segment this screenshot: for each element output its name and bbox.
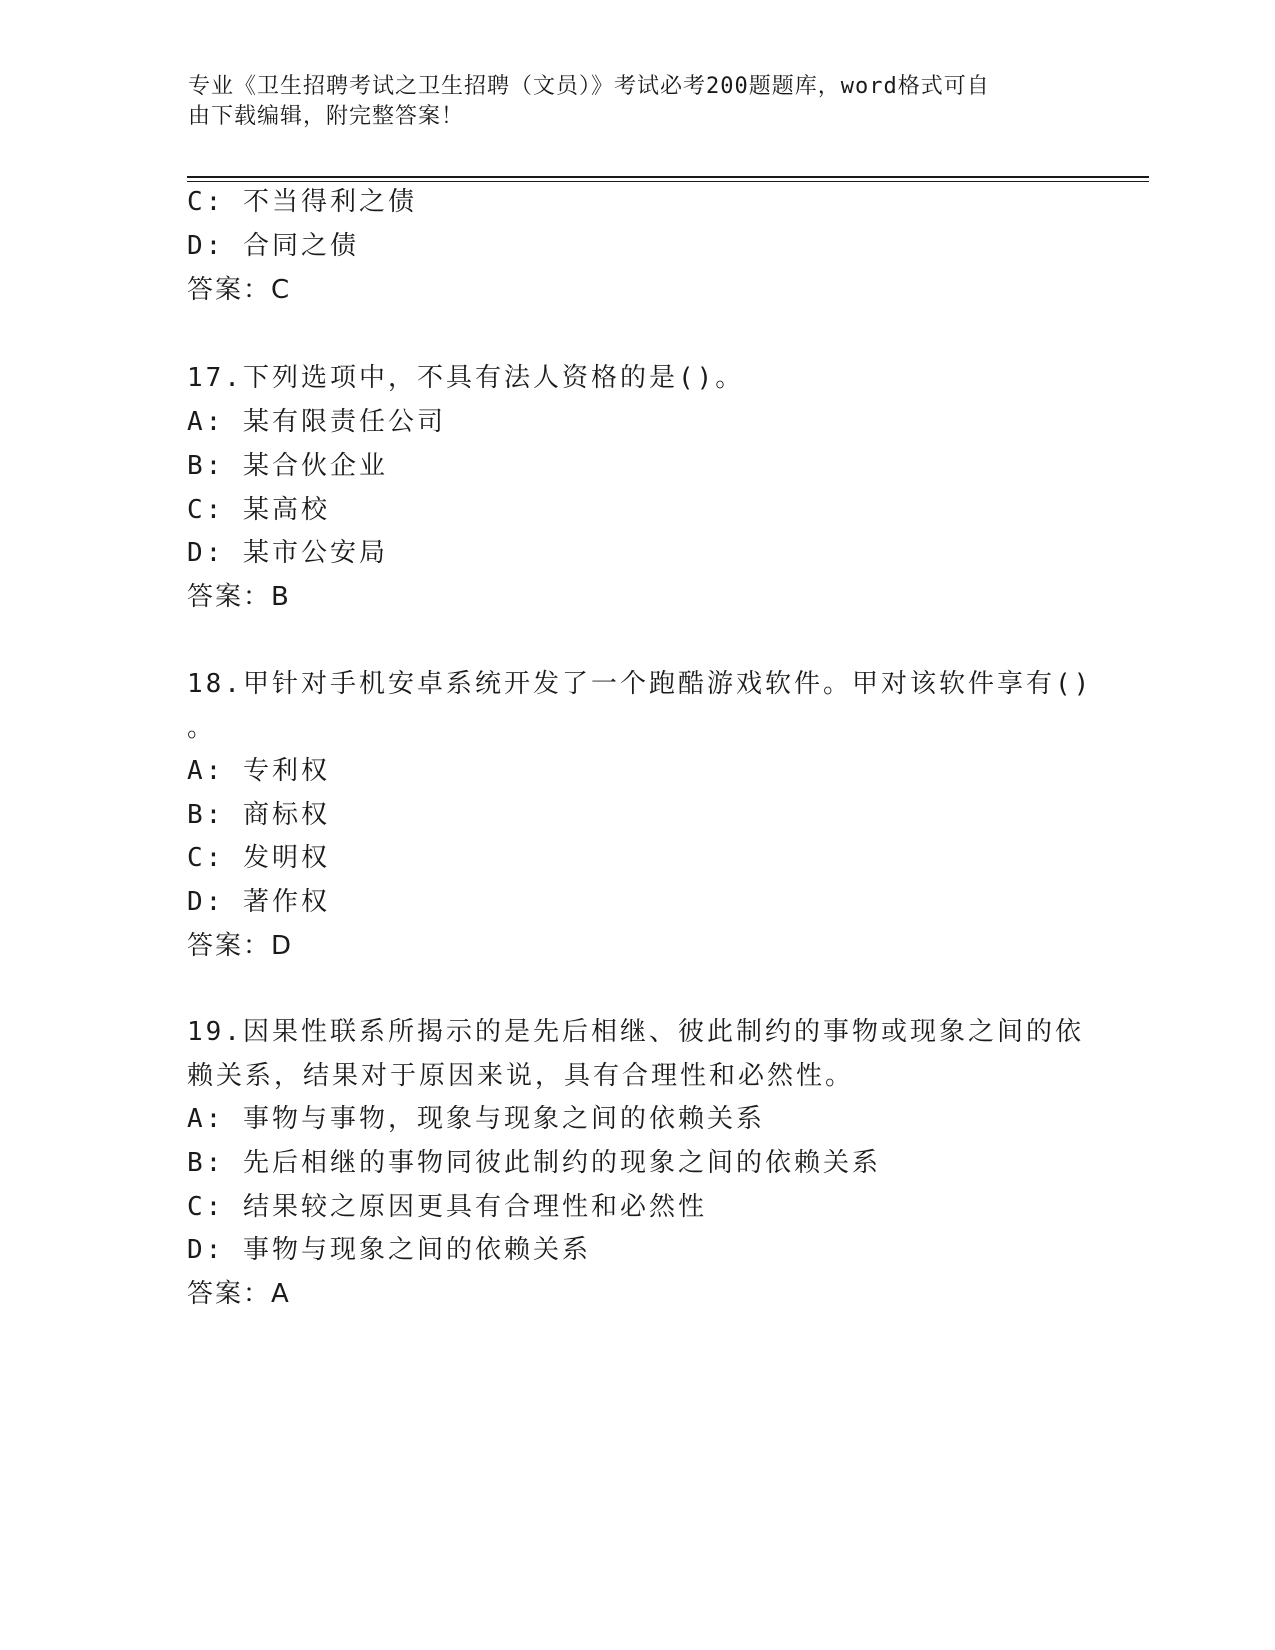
q19-answer: 答案：A <box>187 1279 291 1309</box>
q19-option-c: C: 结果较之原因更具有合理性和必然性 <box>187 1192 707 1222</box>
q16-answer: 答案：C <box>187 275 292 305</box>
q18-option-c: C: 发明权 <box>187 843 330 873</box>
document-header <box>188 72 1068 132</box>
header-title-line-2: 由下载编辑，附完整答案！ <box>188 104 465 129</box>
q18-option-a: A: 专利权 <box>187 756 330 786</box>
header-divider <box>187 176 1149 182</box>
q17-answer: 答案：B <box>187 582 291 612</box>
q19-option-a: A: 事物与事物，现象与现象之间的依赖关系 <box>187 1104 765 1134</box>
q19-stem-line-1: 19.因果性联系所揭示的是先后相继、彼此制约的事物或现象之间的依 <box>187 1017 1084 1047</box>
q19-stem-line-2: 赖关系，结果对于原因来说，具有合理性和必然性。 <box>187 1061 855 1091</box>
q17-option-a: A: 某有限责任公司 <box>187 407 446 437</box>
q18-answer: 答案：D <box>187 931 294 961</box>
q17-option-d: D: 某市公安局 <box>187 538 388 568</box>
q17-stem: 17.下列选项中，不具有法人资格的是()。 <box>187 363 745 393</box>
q17-option-c: C: 某高校 <box>187 495 330 525</box>
q18-option-d: D: 著作权 <box>187 887 330 917</box>
q18-stem-line-1: 18.甲针对手机安卓系统开发了一个跑酷游戏软件。甲对该软件享有() <box>187 669 1093 699</box>
q18-option-b: B: 商标权 <box>187 800 330 830</box>
q16-option-d: D: 合同之债 <box>187 231 359 261</box>
q17-option-b: B: 某合伙企业 <box>187 451 388 481</box>
q19-option-b: B: 先后相继的事物同彼此制约的现象之间的依赖关系 <box>187 1148 881 1178</box>
q16-option-c: C: 不当得利之债 <box>187 187 417 217</box>
q18-stem-line-2: 。 <box>187 713 217 743</box>
q19-option-d: D: 事物与现象之间的依赖关系 <box>187 1235 591 1265</box>
header-title-line-1: 专业《卫生招聘考试之卫生招聘（文员）》考试必考200题题库，word格式可自 <box>188 74 990 99</box>
